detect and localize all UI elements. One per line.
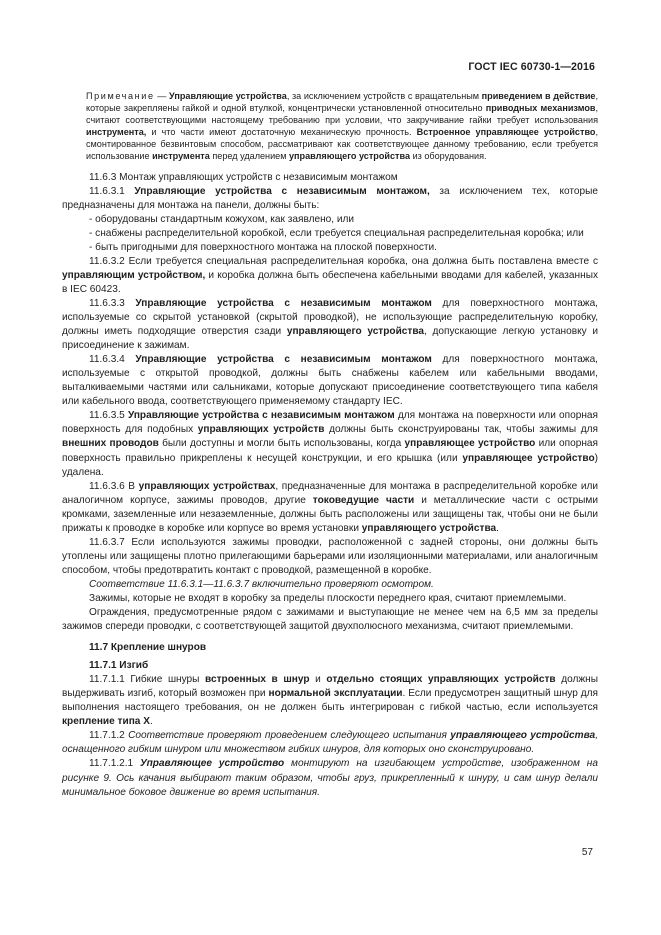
- text-run: инструмента,: [86, 127, 147, 138]
- text-run: управляющее устройство: [404, 438, 536, 450]
- paragraph: [62, 592, 598, 606]
- text-run: встроенных в шнур: [205, 674, 310, 686]
- text-run: приведением в действие: [481, 91, 596, 101]
- clause-11-6-3: [62, 171, 598, 185]
- text-run: нормальной эксплуатации: [268, 688, 403, 700]
- text-run: Управляющие устройства с независимым монтажом: [135, 297, 432, 309]
- text-run: - снабжены распределительной коробкой, если требуется специальная распределительная коробка; или: [89, 227, 584, 239]
- text-run: управляющего устройства: [361, 522, 497, 534]
- clause-11-7-1-2-1: [62, 757, 598, 799]
- text-run: - оборудованы стандартным кожухом, как заявлено, или: [89, 213, 355, 225]
- body-text: [62, 171, 598, 800]
- text-run: .: [496, 522, 499, 534]
- text-run: должны быть сконструированы так, чтобы зажимы для: [324, 424, 598, 436]
- text-run: управляющих устройств: [197, 424, 325, 436]
- text-run: , допускающие легкую установку и присоединение к зажимам.: [62, 326, 598, 352]
- compliance-note: [62, 578, 598, 592]
- clause-11-6-3-5: [62, 409, 598, 479]
- text-run: 11.6.3.1: [89, 185, 135, 197]
- text-run: 11.7.1 Изгиб: [89, 660, 149, 672]
- text-run: 11.6.3.6 В: [89, 480, 139, 492]
- text-run: ) удалена.: [62, 452, 598, 478]
- text-run: —: [154, 91, 170, 101]
- text-run: 11.6.3.7 Если используются зажимы проводки, расположенной с задней стороны, они должны быть утоплены или защищены плотно прилегающими барьерами или изоляционными материалами, или аналогичным способом, чтобы предотвратить контакт с проводкой, размещенной в коробке.: [62, 536, 598, 576]
- text-run: Управляющие устройства с независимым монтажом,: [134, 185, 430, 197]
- text-run: 11.7.1.1 Гибкие шнуры: [89, 674, 206, 686]
- text-run: 11.7 Крепление шнуров: [89, 642, 207, 654]
- paragraph: [62, 606, 598, 634]
- text-run: и коробка должна быть обеспечена кабельными вводами для кабелей, указанных в IEC 60423.: [62, 269, 598, 295]
- text-run: управляющего устройства: [289, 151, 411, 162]
- text-run: , считают соответствующими настоящему требованию при условии, что закручивание гайки требует использования: [86, 103, 598, 126]
- text-run: , предназначенные для монтажа в распределительной коробке или аналогичном корпусе, зажимы проводов, другие: [62, 480, 599, 506]
- text-run: управляющим устройством,: [62, 269, 206, 281]
- list-item: [62, 227, 598, 241]
- text-run: токоведущие части: [312, 494, 415, 506]
- text-run: Примечание: [86, 91, 155, 101]
- text-run: . Если предусмотрен защитный шнур для выполнения настоящего требования, он не должен быть интегрирован с гибкой частью, если используется: [62, 688, 598, 714]
- text-run: для поверхностного монтажа, используемые со скрытой установкой (скрытой проводкой), не использующие распределительную коробку, должны иметь подходящие отверстия сзади: [62, 297, 598, 338]
- text-run: 11.6.3.5: [89, 410, 128, 422]
- text-run: 11.7.1.2.1: [89, 758, 141, 770]
- clause-11-6-3-4: [62, 353, 598, 409]
- note-paragraph: [86, 90, 598, 163]
- text-run: 11.7.1.2: [89, 730, 129, 742]
- clause-11-6-3-6: [62, 480, 598, 536]
- list-item: [62, 241, 598, 255]
- text-run: - быть пригодными для поверхностного монтажа на плоской поверхности.: [89, 241, 437, 253]
- text-run: внешних проводов: [62, 438, 159, 450]
- text-run: , которые закрепляены гайкой и одной втулкой, концентрически установленной относительно: [86, 91, 598, 114]
- text-run: , за исключением устройств с вращательным: [286, 91, 482, 101]
- text-run: или опорная поверхность правильно прикреплены к несущей конструкции, и его крышка (или: [62, 438, 598, 464]
- clause-11-6-3-3: [62, 297, 598, 353]
- text-run: 11.6.3.3: [89, 297, 136, 309]
- clause-11-6-3-1: [62, 185, 598, 213]
- text-run: 11.6.3.2 Если требуется специальная распределительная коробка, она должна быть поставлена вместе с: [89, 255, 598, 267]
- clause-11-6-3-2: [62, 255, 598, 297]
- clause-11-6-3-7: [62, 536, 598, 578]
- text-run: Ограждения, предусмотренные рядом с зажимами и выступающие не менее чем на 6,5 мм за пределы зажимов спереди проводки, с соответствующей защитой двухполюсного механизма, считают приемлемыми.: [62, 607, 598, 633]
- text-run: Управляющие устройства: [169, 91, 287, 101]
- text-run: приводных механизмов: [485, 103, 596, 114]
- text-run: Зажимы, которые не входят в коробку за пределы плоскости переднего края, считают приемлемыми.: [89, 592, 567, 604]
- text-run: за исключением тех, которые предназначены для монтажа на панели, должны быть:: [62, 185, 598, 211]
- text-run: Управляющие устройства с независимым монтажом: [127, 410, 395, 422]
- text-run: и что части имеют достаточную механическую прочность.: [146, 127, 417, 138]
- text-run: и: [309, 674, 327, 686]
- text-run: Соответствие проверяют проведением следующего испытания: [128, 730, 451, 742]
- text-run: , оснащенного гибким шнуром или множеством гибких шнуров, для которых оно сконструировано.: [62, 730, 598, 756]
- text-run: 11.6.3 Монтаж управляющих устройств с независимым монтажом: [89, 171, 398, 183]
- list-item: [62, 213, 598, 227]
- clause-11-7-1-1: [62, 673, 598, 729]
- text-run: должны выдерживать изгиб, который возможен при: [62, 674, 598, 700]
- page-content: [62, 90, 598, 800]
- text-run: монтируют на изгибающем устройстве, изображенном на рисунке 9. Ось качания выбирают таким образом, чтобы груз, прикрепленный к шнуру, и сам шнур делали минимальное боковое движение во время испытания.: [62, 758, 598, 798]
- text-run: Управляющее устройство: [140, 758, 285, 770]
- text-run: для поверхностного монтажа, используемые с открытой проводкой, должны быть снабжены кабелем или кабельными вводами, выталкиваемыми частями или сальниками, которые допускают присоединение соответствующего типа кабеля или кабельного ввода, соответствующего применяемому стандарту IEC.: [62, 354, 598, 408]
- text-run: Соответствие 11.6.3.1—11.6.3.7 включительно проверяют осмотром.: [89, 578, 434, 590]
- text-run: инструмента: [152, 151, 210, 162]
- text-run: перед удалением: [209, 151, 289, 162]
- text-run: управляющего устройства: [286, 326, 425, 338]
- section-heading-11-7: [62, 641, 598, 655]
- text-run: , смонтированное безвинтовым способом, рассматривают как соответствующее данному требованию, если требуется использование: [86, 127, 598, 162]
- text-run: были доступны и могли быть использованы, когда: [158, 438, 405, 450]
- text-run: управляющего устройства: [450, 730, 596, 742]
- text-run: управляющих устройствах: [138, 480, 276, 492]
- text-run: отдельно стоящих управляющих устройств: [326, 674, 556, 686]
- standard-header: ГОСТ IEC 60730-1—2016: [468, 61, 595, 73]
- subsection-heading-11-7-1: [62, 659, 598, 673]
- text-run: крепление типа X: [62, 716, 150, 728]
- text-run: .: [149, 716, 153, 728]
- text-run: управляющее устройство: [462, 452, 595, 464]
- page-number: 57: [581, 847, 593, 858]
- text-run: Управляющие устройства с независимым монтажом: [135, 354, 432, 366]
- text-run: из оборудования.: [410, 151, 487, 162]
- clause-11-7-1-2: [62, 729, 598, 757]
- text-run: для монтажа на поверхности или опорная поверхность для подобных: [62, 410, 598, 436]
- text-run: 11.6.3.4: [89, 354, 136, 366]
- text-run: и металлические части с острыми кромками, заземленные или незаземленные, должны быть расположены или защищены так, чтобы они не были прижаты к проводке в коробке или корпусе во время установки: [62, 494, 599, 534]
- text-run: Встроенное управляющее устройство: [416, 127, 596, 138]
